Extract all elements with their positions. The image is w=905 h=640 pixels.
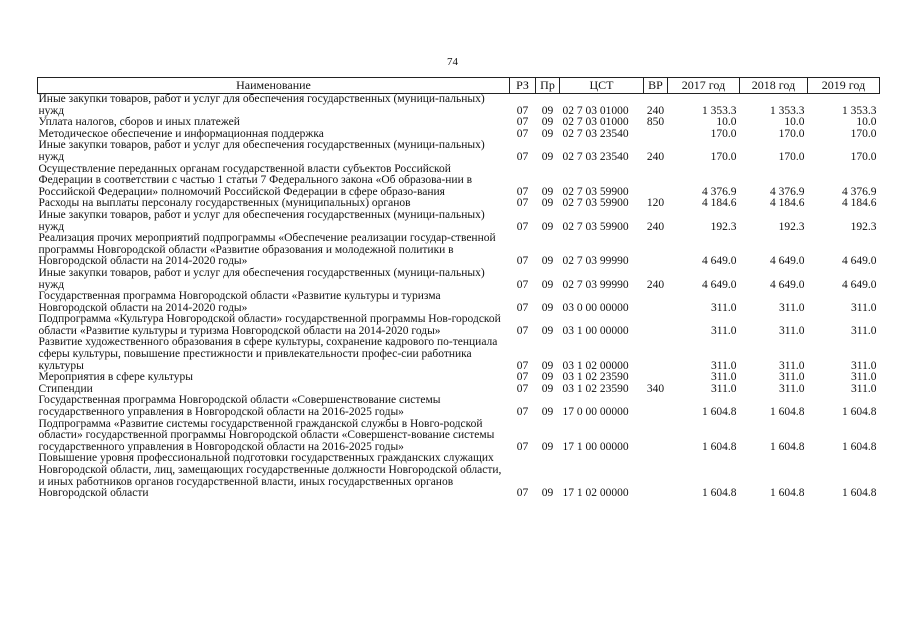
row-rz: 07	[516, 487, 529, 500]
table-row	[38, 94, 880, 118]
row-pr: 09	[541, 440, 554, 453]
row-name: Иные закупки товаров, работ и услуг для обеспечения государственных (муници-пальных) нужд	[38, 93, 485, 117]
row-cst: 17 0 00 00000	[562, 406, 629, 419]
row-name: Осуществление переданных органам государственной власти субъектов Российской Федерации в соответствии с частью 1 статьи 7 Федерального закона «Об образова-нии в Российской Федерации» полномочий Российской Федерации в сфере образо-вания	[38, 162, 473, 198]
row-2018: 1 604.8	[770, 406, 805, 419]
row-name: Подпрограмма «Культура Новгородской области» государственной программы Нов-городской области «Развитие культуры и туризма Новгородской области на 2014-2020 годы»	[38, 313, 501, 337]
table-row	[38, 453, 880, 499]
row-2019: 311.0	[851, 359, 877, 372]
row-pr: 09	[541, 255, 554, 268]
row-2017: 170.0	[710, 127, 737, 140]
row-name: Иные закупки товаров, работ и услуг для обеспечения государственных (муници-пальных) нужд	[38, 266, 485, 291]
row-pr: 09	[541, 185, 554, 198]
row-rz: 07	[516, 185, 529, 198]
row-2019: 311.0	[851, 371, 877, 384]
header-pr: Пр	[536, 78, 560, 94]
row-pr: 09	[541, 359, 554, 372]
row-rz: 07	[516, 301, 529, 314]
row-rz: 07	[516, 220, 529, 233]
row-name: Повышение уровня профессиональной подготовки государственных гражданских служащих Новгородской области, лиц, замещающих государственные должности Новгородской области, и иных работников органов государственной власти, иных государственных органов Новгородской области	[38, 452, 502, 500]
row-2018: 311.0	[779, 301, 805, 314]
row-cst: 03 1 00 00000	[562, 324, 629, 337]
row-2019: 192.3	[850, 220, 877, 233]
row-2017: 1 604.8	[702, 440, 737, 453]
row-cst: 03 1 02 00000	[562, 359, 629, 372]
row-2019: 4 649.0	[842, 255, 877, 268]
row-2019: 170.0	[850, 150, 877, 163]
row-cst: 02 7 03 99990	[562, 278, 629, 291]
row-name: Иные закупки товаров, работ и услуг для обеспечения государственных (муници-пальных) нужд	[38, 208, 485, 233]
header-2017: 2017 год	[668, 78, 740, 94]
row-2017: 1 353.3	[702, 104, 737, 117]
table-row	[38, 372, 880, 384]
row-pr: 09	[541, 324, 554, 337]
row-2019: 1 353.3	[842, 104, 877, 117]
header-vr: ВР	[644, 78, 668, 94]
row-2018: 4 184.6	[770, 197, 805, 210]
row-pr: 09	[541, 278, 554, 291]
row-vr	[644, 233, 668, 268]
row-rz: 07	[516, 278, 529, 291]
row-2019: 170.0	[850, 127, 877, 140]
row-rz: 07	[516, 359, 529, 372]
row-rz: 07	[516, 104, 529, 117]
table-row	[38, 164, 880, 199]
row-pr: 09	[541, 150, 554, 163]
row-2019: 311.0	[851, 324, 877, 337]
row-vr: 850	[646, 116, 665, 129]
table-row	[38, 395, 880, 418]
row-cst: 02 7 03 01000	[562, 104, 629, 117]
row-2017: 311.0	[711, 359, 737, 372]
table-row	[38, 337, 880, 372]
row-name: Государственная программа Новгородской области «Совершенствование системы государственного управления в Новгородской области на 2016-2025 годы»	[38, 394, 441, 419]
row-2018: 4 649.0	[770, 255, 805, 268]
row-2017: 170.0	[710, 150, 737, 163]
row-cst: 02 7 03 59900	[562, 197, 629, 210]
table-row	[38, 419, 880, 454]
row-rz: 07	[516, 197, 529, 210]
table-row	[38, 314, 880, 337]
row-pr: 09	[541, 301, 554, 314]
header-2018: 2018 год	[740, 78, 808, 94]
row-2019: 1 604.8	[842, 406, 877, 419]
row-2018: 192.3	[778, 220, 805, 233]
row-rz: 07	[516, 255, 529, 268]
row-rz: 07	[516, 440, 529, 453]
row-rz: 07	[516, 406, 529, 419]
row-vr	[644, 395, 668, 418]
row-2017: 311.0	[711, 324, 737, 337]
row-2019: 1 604.8	[842, 487, 877, 500]
row-name: Развитие художественного образования в сфере культуры, сохранение кадрового по-тенциала сферы культуры, повышение престижности и привлекательности профес-сии работника культуры	[38, 336, 498, 372]
row-cst: 03 1 02 23590	[562, 371, 629, 384]
row-vr	[644, 129, 668, 141]
row-2017: 1 604.8	[702, 406, 737, 419]
row-2018: 1 353.3	[770, 104, 805, 117]
row-pr: 09	[541, 406, 554, 419]
row-2018: 4 649.0	[770, 278, 805, 291]
row-cst: 02 7 03 99990	[562, 255, 629, 268]
row-name: Методическое обеспечение и информационная поддержка	[38, 127, 324, 140]
row-pr: 09	[541, 116, 554, 129]
row-pr: 09	[541, 197, 554, 210]
row-pr: 09	[541, 371, 554, 384]
row-vr: 240	[646, 104, 665, 117]
row-vr	[644, 314, 668, 337]
row-cst: 02 7 03 59900	[562, 185, 629, 198]
row-2017: 311.0	[711, 382, 737, 395]
table-row	[38, 233, 880, 268]
header-cst: ЦСТ	[560, 78, 644, 94]
row-cst: 17 1 02 00000	[562, 487, 629, 500]
row-cst: 02 7 03 23540	[562, 150, 629, 163]
header-rz: РЗ	[510, 78, 536, 94]
row-2017: 192.3	[710, 220, 737, 233]
row-2018: 4 376.9	[770, 185, 805, 198]
table-row	[38, 140, 880, 163]
table-body	[38, 94, 880, 500]
row-pr: 09	[541, 382, 554, 395]
table-row	[38, 210, 880, 233]
row-vr	[644, 453, 668, 499]
row-2019: 4 184.6	[842, 197, 877, 210]
header-2019: 2019 год	[808, 78, 880, 94]
table-row	[38, 291, 880, 314]
row-2019: 4 376.9	[842, 185, 877, 198]
row-vr: 240	[646, 278, 665, 291]
row-2018: 311.0	[779, 371, 805, 384]
row-name: Реализация прочих мероприятий подпрограммы «Обеспечение реализации государ-ственной программы Новгородской области «Развитие образования и молодежной политики в Новгородской области на 2014-2020 годы»	[38, 232, 496, 268]
row-2018: 311.0	[779, 359, 805, 372]
row-name: Государственная программа Новгородской области «Развитие культуры и туризма Новгородской области на 2014-2020 годы»	[38, 290, 441, 314]
row-2019: 311.0	[851, 301, 877, 314]
row-2018: 1 604.8	[770, 487, 805, 500]
row-pr: 09	[541, 220, 554, 233]
row-2018: 1 604.8	[770, 440, 805, 453]
row-vr: 240	[646, 220, 665, 233]
row-pr: 09	[541, 104, 554, 117]
row-rz: 07	[516, 382, 529, 395]
row-rz: 07	[516, 127, 529, 140]
row-rz: 07	[516, 150, 529, 163]
budget-table	[37, 77, 880, 500]
row-2017: 4 184.6	[702, 197, 737, 210]
row-cst: 02 7 03 01000	[562, 116, 629, 129]
row-2019: 1 604.8	[842, 440, 877, 453]
row-2017: 4 649.0	[702, 278, 737, 291]
row-2017: 311.0	[711, 371, 737, 384]
row-vr	[644, 291, 668, 314]
table-header-row	[38, 78, 880, 94]
row-name: Расходы на выплаты персоналу государственных (муниципальных) органов	[38, 197, 411, 210]
row-2017: 4 649.0	[702, 255, 737, 268]
row-rz: 07	[516, 371, 529, 384]
row-name: Подпрограмма «Развитие системы государственной гражданской службы в Новго-родской области» государственной программы Новгородской области «Совершенст-вование системы государственного управления в Новгородской области на 2016-2025 годы»	[38, 417, 495, 453]
row-vr	[644, 419, 668, 454]
row-rz: 07	[516, 324, 529, 337]
row-pr: 09	[541, 487, 554, 500]
header-name: Наименование	[38, 78, 510, 94]
row-2018: 170.0	[778, 150, 805, 163]
row-2018: 170.0	[778, 127, 805, 140]
row-name: Иные закупки товаров, работ и услуг для обеспечения государственных (муници-пальных) нужд	[38, 139, 485, 163]
row-2019: 10.0	[856, 116, 877, 129]
row-2017: 10.0	[716, 116, 737, 129]
row-2019: 311.0	[851, 382, 877, 395]
row-vr	[644, 337, 668, 372]
row-vr: 340	[646, 382, 665, 395]
row-2019: 4 649.0	[842, 278, 877, 291]
row-cst: 03 1 02 23590	[562, 382, 629, 395]
row-cst: 03 0 00 00000	[562, 301, 629, 314]
row-vr: 240	[646, 150, 665, 163]
row-cst: 17 1 00 00000	[562, 440, 629, 453]
row-2017: 1 604.8	[702, 487, 737, 500]
row-2018: 311.0	[779, 382, 805, 395]
row-2018: 311.0	[779, 324, 805, 337]
row-2017: 311.0	[711, 301, 737, 314]
row-2017: 4 376.9	[702, 185, 737, 198]
row-name: Мероприятия в сфере культуры	[38, 371, 194, 384]
row-rz: 07	[516, 116, 529, 129]
row-2018: 10.0	[784, 116, 805, 129]
row-cst: 02 7 03 59900	[562, 220, 629, 233]
row-name: Стипендии	[38, 382, 93, 395]
row-name: Уплата налогов, сборов и иных платежей	[38, 116, 240, 129]
row-vr: 120	[646, 197, 665, 210]
table-row	[38, 268, 880, 291]
row-vr	[644, 164, 668, 199]
page-number: 74	[447, 56, 458, 68]
row-pr: 09	[541, 127, 554, 140]
row-cst: 02 7 03 23540	[562, 127, 629, 140]
